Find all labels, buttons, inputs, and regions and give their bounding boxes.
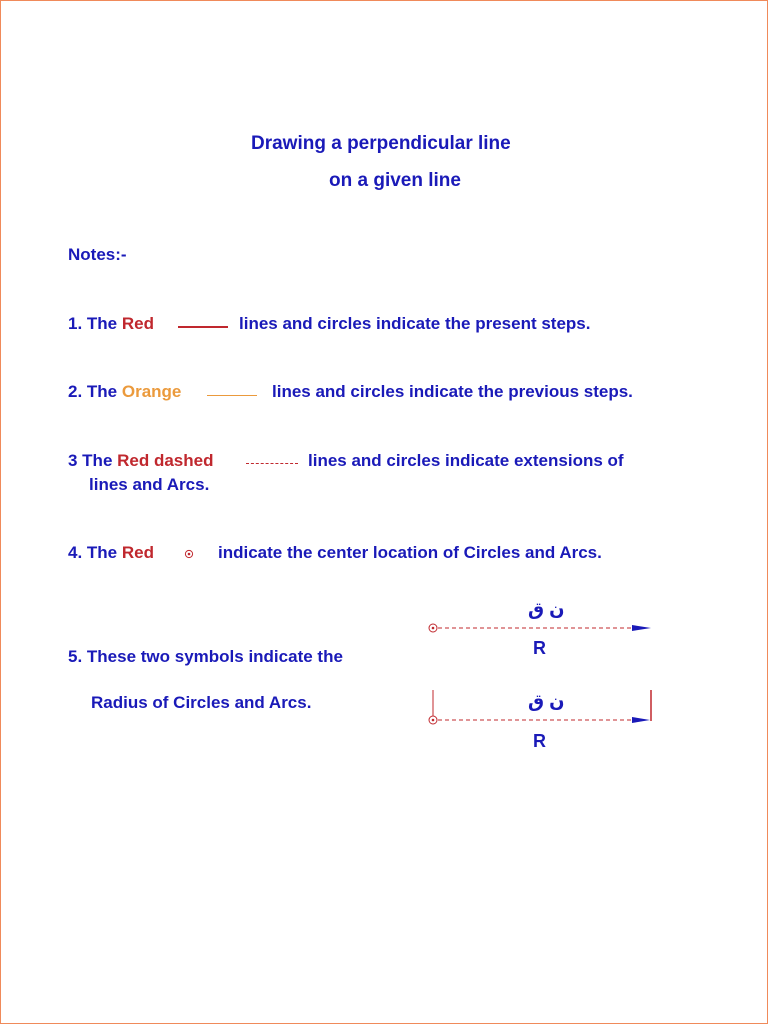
note-5-line-1: 5. These two symbols indicate the	[68, 647, 343, 666]
note-3-text	[68, 452, 213, 469]
note-1-description: lines and circles indicate the present steps.	[239, 314, 591, 333]
note-3-description: lines and circles indicate extensions of	[308, 451, 624, 470]
orange-line-sample	[207, 395, 257, 396]
note-4-prefix: 4. The	[68, 543, 122, 562]
radius-symbol-1-arabic-label: ن ق	[528, 599, 565, 619]
radius-symbol-2-latin-label: R	[533, 731, 546, 751]
note-1-color-word: Red	[121, 314, 154, 333]
note-2-text	[68, 383, 181, 400]
note-2-description: lines and circles indicate the previous steps.	[272, 382, 633, 401]
note-2-prefix: 2. The	[68, 382, 122, 401]
center-point-icon	[183, 548, 195, 560]
red-line-sample	[178, 326, 228, 328]
note-3-continuation: lines and Arcs.	[89, 475, 210, 494]
note-1-prefix: 1. The	[68, 314, 122, 333]
notes-heading: Notes:-	[68, 245, 127, 264]
radius-symbol-1-latin-label: R	[533, 638, 546, 658]
radius-symbol-2-arrow	[425, 690, 655, 726]
red-dashed-line-sample	[246, 463, 298, 464]
note-5-line-2: Radius of Circles and Arcs.	[91, 693, 312, 712]
note-3-color-word: Red dashed	[117, 451, 214, 470]
page-title-line-1: Drawing a perpendicular line	[251, 133, 511, 154]
radius-symbol-1-arrow	[425, 621, 655, 635]
note-1-text	[68, 315, 154, 332]
note-3-prefix: 3 The	[68, 451, 118, 470]
note-2-color-word: Orange	[121, 382, 182, 401]
page-title-line-2: on a given line	[329, 170, 461, 191]
note-4-text	[68, 544, 154, 561]
radius-symbol-2-arabic-label: ن ق	[528, 691, 565, 711]
note-4-color-word: Red	[121, 543, 154, 562]
note-4-description: indicate the center location of Circles and Arcs.	[218, 543, 602, 562]
